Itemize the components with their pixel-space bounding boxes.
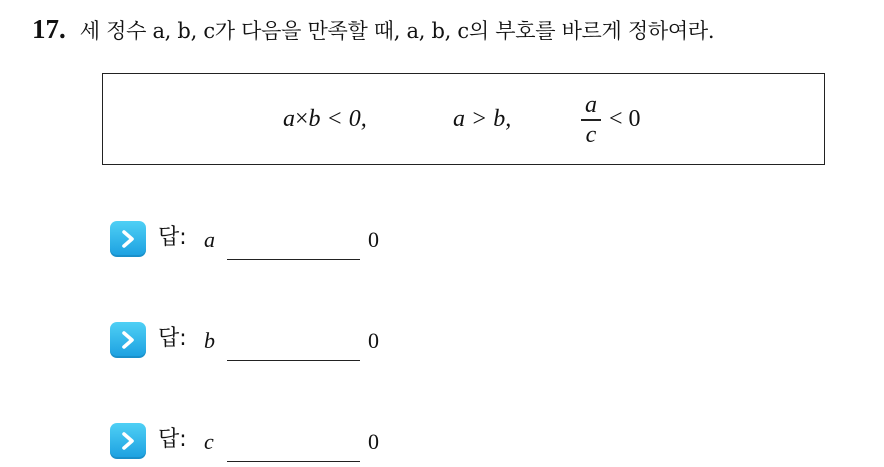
- answer-row-a: [110, 219, 410, 259]
- condition-box: [102, 73, 825, 165]
- condition-compare-rhs: > b,: [465, 106, 512, 132]
- condition-quotient-rest: < 0: [609, 106, 641, 133]
- chevron-right-icon: [110, 221, 146, 257]
- answer-label: 답:: [158, 225, 187, 250]
- question-text: 세 정수 a, b, c가 다음을 만족할 때, a, b, c의 부호를 바르게 정하여라.: [79, 19, 715, 43]
- condition-product: [283, 106, 367, 133]
- question-header: [32, 14, 872, 47]
- answer-row-c: [110, 421, 410, 461]
- answer-blank-b[interactable]: [227, 360, 360, 361]
- times-operator: ×: [295, 106, 309, 132]
- answer-blank-c[interactable]: [227, 461, 360, 462]
- question-number: 17.: [32, 14, 66, 44]
- condition-product-lhs: a: [283, 106, 295, 132]
- condition-product-rhs: b < 0,: [308, 106, 367, 132]
- answer-label: 답:: [158, 427, 187, 452]
- chevron-right-icon: [110, 322, 146, 358]
- fraction-denominator: c: [585, 121, 597, 148]
- fraction-numerator: a: [585, 92, 597, 118]
- answer-blank-a[interactable]: [227, 259, 360, 260]
- condition-compare-lhs: a: [453, 106, 465, 132]
- answer-label: 답:: [158, 326, 187, 351]
- answer-variable: b: [204, 328, 215, 353]
- answer-row-b: [110, 320, 410, 360]
- answer-zero: 0: [368, 227, 379, 252]
- answer-variable: c: [204, 429, 214, 454]
- chevron-right-icon: [110, 423, 146, 459]
- condition-quotient: [581, 92, 641, 148]
- answer-zero: 0: [368, 328, 379, 353]
- fraction: [581, 92, 601, 148]
- fraction-bar: [581, 119, 601, 121]
- answer-zero: 0: [368, 429, 379, 454]
- condition-compare: [453, 106, 511, 133]
- answer-variable: a: [204, 227, 215, 252]
